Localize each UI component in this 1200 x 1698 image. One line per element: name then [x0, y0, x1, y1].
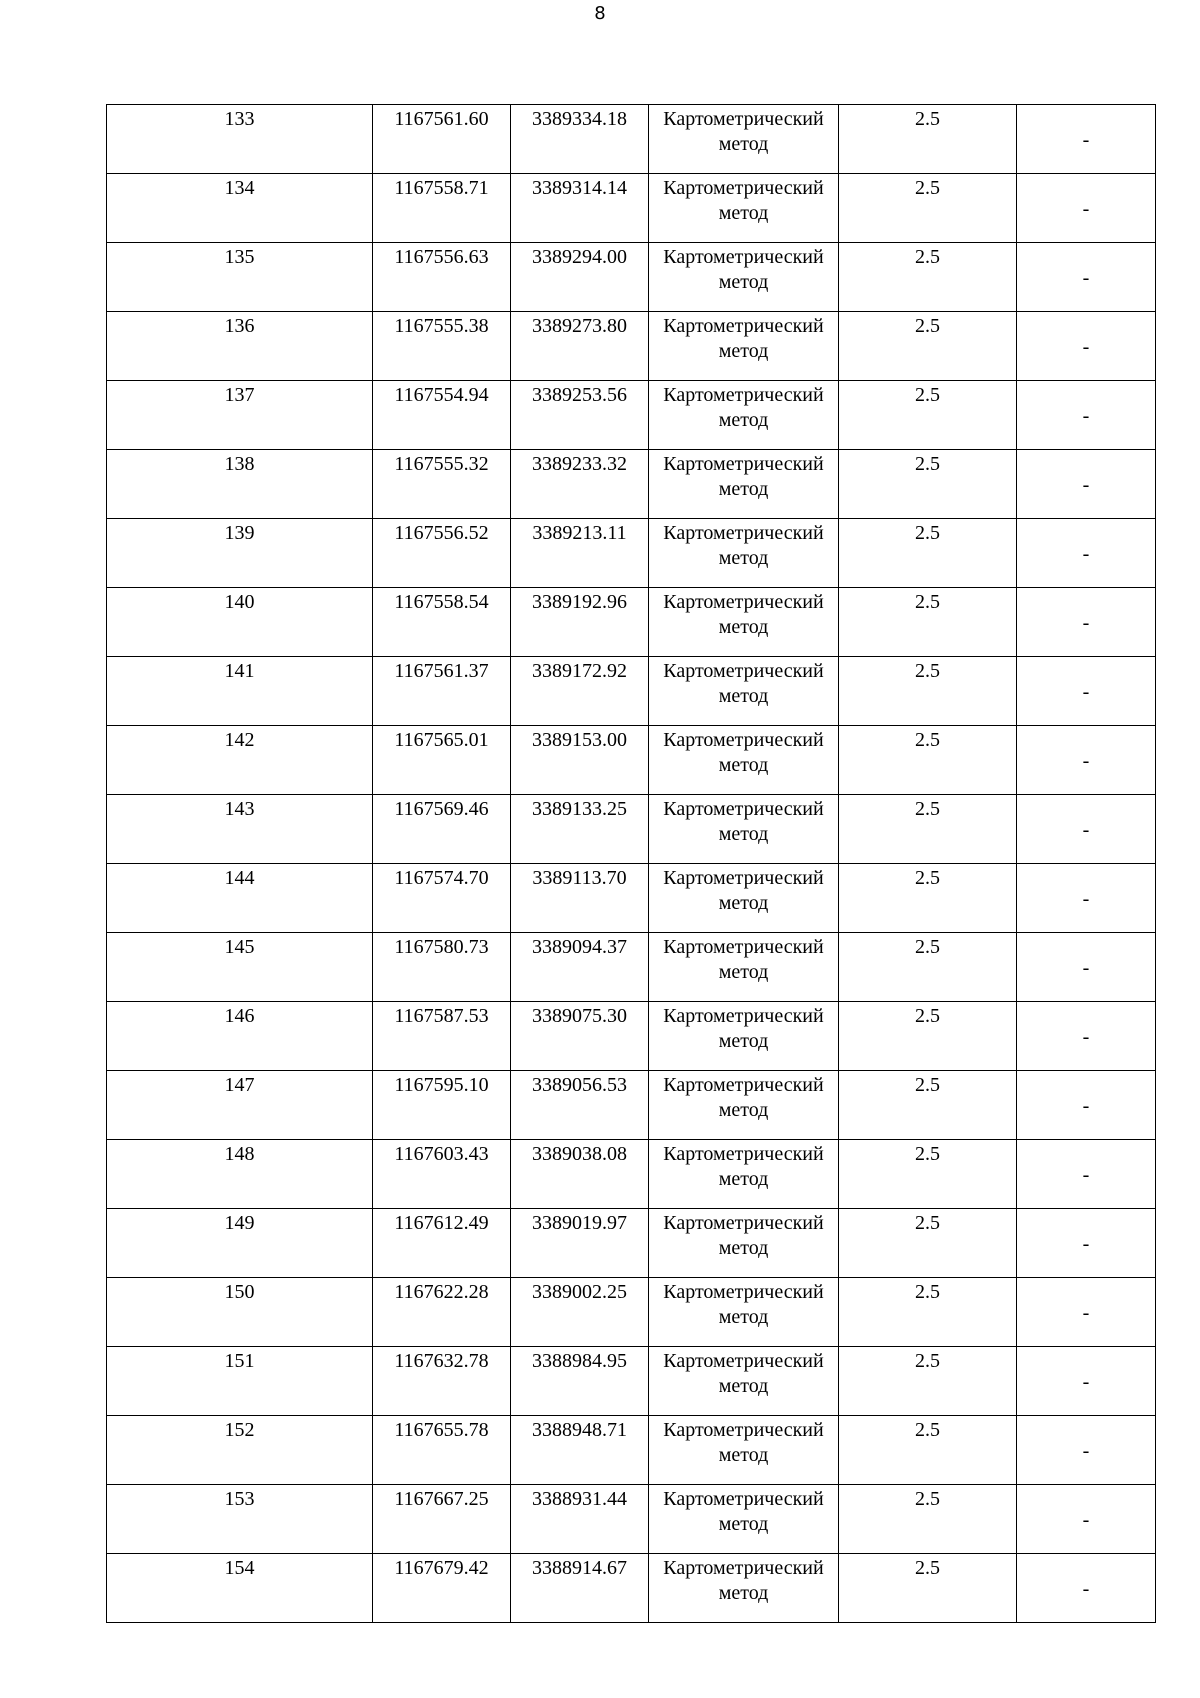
- note-cell: [1017, 1554, 1156, 1623]
- x-coordinate-cell-text: 1167603.43: [394, 1143, 489, 1165]
- method-cell: [649, 588, 839, 657]
- table-row: [107, 864, 1156, 933]
- y-coordinate-cell: [511, 1002, 649, 1071]
- point-number-cell: [107, 174, 373, 243]
- point-number-cell-text: 154: [224, 1557, 255, 1579]
- point-number-cell-text: 147: [224, 1074, 255, 1096]
- method-cell: [649, 243, 839, 312]
- x-coordinate-cell-text: 1167561.60: [394, 108, 489, 130]
- note-cell-text: -: [1082, 542, 1090, 565]
- note-cell: [1017, 1140, 1156, 1209]
- point-number-cell-text: 142: [224, 729, 255, 751]
- note-cell: [1017, 381, 1156, 450]
- method-cell-text: Картометрический метод: [663, 177, 824, 224]
- point-number-cell: [107, 450, 373, 519]
- coordinates-table: [106, 104, 1156, 1623]
- method-cell-text: Картометрический метод: [663, 1488, 824, 1535]
- y-coordinate-cell-text: 3389213.11: [532, 522, 627, 544]
- accuracy-cell-text: 2.5: [915, 522, 940, 544]
- x-coordinate-cell: [373, 795, 511, 864]
- y-coordinate-cell: [511, 657, 649, 726]
- y-coordinate-cell-text: 3389038.08: [532, 1143, 627, 1165]
- y-coordinate-cell: [511, 1416, 649, 1485]
- note-cell: [1017, 174, 1156, 243]
- x-coordinate-cell-text: 1167565.01: [394, 729, 489, 751]
- y-coordinate-cell-text: 3389233.32: [532, 453, 627, 475]
- accuracy-cell: [839, 726, 1017, 795]
- point-number-cell-text: 152: [224, 1419, 255, 1441]
- method-cell-text: Картометрический метод: [663, 315, 824, 362]
- point-number-cell-text: 133: [224, 108, 255, 130]
- x-coordinate-cell: [373, 933, 511, 1002]
- accuracy-cell: [839, 1278, 1017, 1347]
- accuracy-cell: [839, 174, 1017, 243]
- note-cell-text: -: [1082, 887, 1090, 910]
- table-row: [107, 1416, 1156, 1485]
- note-cell-text: -: [1082, 266, 1090, 289]
- method-cell: [649, 450, 839, 519]
- method-cell-text: Картометрический метод: [663, 453, 824, 500]
- y-coordinate-cell: [511, 381, 649, 450]
- table-row: [107, 519, 1156, 588]
- note-cell-text: -: [1082, 1370, 1090, 1393]
- point-number-cell: [107, 1071, 373, 1140]
- x-coordinate-cell-text: 1167558.71: [394, 177, 489, 199]
- accuracy-cell: [839, 1485, 1017, 1554]
- point-number-cell: [107, 1347, 373, 1416]
- note-cell-text: -: [1082, 818, 1090, 841]
- y-coordinate-cell-text: 3389253.56: [532, 384, 627, 406]
- note-cell-text: -: [1082, 1577, 1090, 1600]
- y-coordinate-cell-text: 3388948.71: [532, 1419, 627, 1441]
- y-coordinate-cell: [511, 105, 649, 174]
- x-coordinate-cell: [373, 1347, 511, 1416]
- y-coordinate-cell-text: 3389019.97: [532, 1212, 627, 1234]
- method-cell-text: Картометрический метод: [663, 1281, 824, 1328]
- x-coordinate-cell-text: 1167569.46: [394, 798, 489, 820]
- note-cell: [1017, 933, 1156, 1002]
- y-coordinate-cell: [511, 933, 649, 1002]
- y-coordinate-cell-text: 3389133.25: [532, 798, 627, 820]
- note-cell-text: -: [1082, 1163, 1090, 1186]
- point-number-cell-text: 148: [224, 1143, 255, 1165]
- accuracy-cell: [839, 1209, 1017, 1278]
- table-row: [107, 1347, 1156, 1416]
- point-number-cell: [107, 381, 373, 450]
- method-cell: [649, 1485, 839, 1554]
- y-coordinate-cell: [511, 1209, 649, 1278]
- accuracy-cell-text: 2.5: [915, 867, 940, 889]
- x-coordinate-cell-text: 1167556.52: [394, 522, 489, 544]
- accuracy-cell: [839, 1140, 1017, 1209]
- y-coordinate-cell-text: 3389192.96: [532, 591, 627, 613]
- accuracy-cell: [839, 795, 1017, 864]
- x-coordinate-cell-text: 1167612.49: [394, 1212, 489, 1234]
- x-coordinate-cell-text: 1167554.94: [394, 384, 489, 406]
- accuracy-cell: [839, 657, 1017, 726]
- accuracy-cell: [839, 105, 1017, 174]
- accuracy-cell: [839, 933, 1017, 1002]
- method-cell: [649, 657, 839, 726]
- accuracy-cell-text: 2.5: [915, 660, 940, 682]
- x-coordinate-cell: [373, 1485, 511, 1554]
- note-cell: [1017, 657, 1156, 726]
- x-coordinate-cell: [373, 726, 511, 795]
- x-coordinate-cell-text: 1167555.32: [394, 453, 489, 475]
- point-number-cell: [107, 726, 373, 795]
- note-cell: [1017, 1347, 1156, 1416]
- x-coordinate-cell: [373, 381, 511, 450]
- note-cell: [1017, 795, 1156, 864]
- accuracy-cell-text: 2.5: [915, 108, 940, 130]
- table-row: [107, 1485, 1156, 1554]
- x-coordinate-cell-text: 1167622.28: [394, 1281, 489, 1303]
- point-number-cell-text: 150: [224, 1281, 255, 1303]
- accuracy-cell-text: 2.5: [915, 1488, 940, 1510]
- point-number-cell: [107, 588, 373, 657]
- accuracy-cell: [839, 1002, 1017, 1071]
- point-number-cell-text: 135: [224, 246, 255, 268]
- x-coordinate-cell: [373, 519, 511, 588]
- note-cell: [1017, 243, 1156, 312]
- y-coordinate-cell-text: 3388914.67: [532, 1557, 627, 1579]
- note-cell: [1017, 312, 1156, 381]
- y-coordinate-cell-text: 3389314.14: [532, 177, 627, 199]
- note-cell: [1017, 105, 1156, 174]
- accuracy-cell-text: 2.5: [915, 1005, 940, 1027]
- accuracy-cell: [839, 1554, 1017, 1623]
- accuracy-cell-text: 2.5: [915, 1212, 940, 1234]
- method-cell-text: Картометрический метод: [663, 246, 824, 293]
- method-cell-text: Картометрический метод: [663, 936, 824, 983]
- accuracy-cell: [839, 243, 1017, 312]
- accuracy-cell: [839, 381, 1017, 450]
- table-row: [107, 243, 1156, 312]
- x-coordinate-cell: [373, 243, 511, 312]
- point-number-cell: [107, 1278, 373, 1347]
- y-coordinate-cell-text: 3389153.00: [532, 729, 627, 751]
- note-cell: [1017, 1071, 1156, 1140]
- point-number-cell: [107, 312, 373, 381]
- note-cell-text: -: [1082, 680, 1090, 703]
- accuracy-cell-text: 2.5: [915, 315, 940, 337]
- note-cell-text: -: [1082, 128, 1090, 151]
- y-coordinate-cell-text: 3388931.44: [532, 1488, 627, 1510]
- method-cell: [649, 105, 839, 174]
- point-number-cell-text: 149: [224, 1212, 255, 1234]
- point-number-cell: [107, 864, 373, 933]
- coordinates-table-body: [107, 105, 1156, 1623]
- x-coordinate-cell-text: 1167561.37: [394, 660, 489, 682]
- y-coordinate-cell: [511, 312, 649, 381]
- method-cell-text: Картометрический метод: [663, 1557, 824, 1604]
- accuracy-cell: [839, 1416, 1017, 1485]
- table-row: [107, 1278, 1156, 1347]
- y-coordinate-cell: [511, 1278, 649, 1347]
- x-coordinate-cell: [373, 105, 511, 174]
- note-cell: [1017, 588, 1156, 657]
- accuracy-cell-text: 2.5: [915, 729, 940, 751]
- x-coordinate-cell: [373, 657, 511, 726]
- note-cell-text: -: [1082, 1025, 1090, 1048]
- point-number-cell-text: 146: [224, 1005, 255, 1027]
- point-number-cell-text: 151: [224, 1350, 255, 1372]
- method-cell-text: Картометрический метод: [663, 1143, 824, 1190]
- note-cell: [1017, 1002, 1156, 1071]
- accuracy-cell-text: 2.5: [915, 1557, 940, 1579]
- y-coordinate-cell-text: 3389334.18: [532, 108, 627, 130]
- table-row: [107, 726, 1156, 795]
- note-cell-text: -: [1082, 749, 1090, 772]
- point-number-cell: [107, 1209, 373, 1278]
- accuracy-cell-text: 2.5: [915, 798, 940, 820]
- note-cell: [1017, 1416, 1156, 1485]
- y-coordinate-cell-text: 3389002.25: [532, 1281, 627, 1303]
- y-coordinate-cell-text: 3389056.53: [532, 1074, 627, 1096]
- y-coordinate-cell: [511, 1140, 649, 1209]
- method-cell-text: Картометрический метод: [663, 660, 824, 707]
- method-cell-text: Картометрический метод: [663, 729, 824, 776]
- point-number-cell-text: 145: [224, 936, 255, 958]
- note-cell-text: -: [1082, 473, 1090, 496]
- x-coordinate-cell: [373, 174, 511, 243]
- x-coordinate-cell: [373, 450, 511, 519]
- method-cell: [649, 1347, 839, 1416]
- y-coordinate-cell-text: 3389294.00: [532, 246, 627, 268]
- table-row: [107, 1071, 1156, 1140]
- table-row: [107, 795, 1156, 864]
- x-coordinate-cell: [373, 312, 511, 381]
- y-coordinate-cell: [511, 174, 649, 243]
- note-cell: [1017, 1278, 1156, 1347]
- y-coordinate-cell: [511, 588, 649, 657]
- note-cell-text: -: [1082, 611, 1090, 634]
- method-cell: [649, 933, 839, 1002]
- accuracy-cell: [839, 588, 1017, 657]
- point-number-cell-text: 139: [224, 522, 255, 544]
- note-cell-text: -: [1082, 197, 1090, 220]
- y-coordinate-cell-text: 3389172.92: [532, 660, 627, 682]
- x-coordinate-cell: [373, 1071, 511, 1140]
- point-number-cell: [107, 657, 373, 726]
- note-cell: [1017, 726, 1156, 795]
- point-number-cell-text: 141: [224, 660, 255, 682]
- x-coordinate-cell: [373, 1278, 511, 1347]
- point-number-cell-text: 134: [224, 177, 255, 199]
- table-row: [107, 1554, 1156, 1623]
- x-coordinate-cell: [373, 864, 511, 933]
- x-coordinate-cell-text: 1167595.10: [394, 1074, 489, 1096]
- point-number-cell: [107, 933, 373, 1002]
- point-number-cell-text: 140: [224, 591, 255, 613]
- point-number-cell: [107, 1485, 373, 1554]
- method-cell-text: Картометрический метод: [663, 108, 824, 155]
- accuracy-cell: [839, 1347, 1017, 1416]
- y-coordinate-cell-text: 3389094.37: [532, 936, 627, 958]
- y-coordinate-cell: [511, 864, 649, 933]
- point-number-cell-text: 138: [224, 453, 255, 475]
- method-cell-text: Картометрический метод: [663, 1074, 824, 1121]
- method-cell: [649, 381, 839, 450]
- note-cell: [1017, 864, 1156, 933]
- x-coordinate-cell-text: 1167679.42: [394, 1557, 489, 1579]
- method-cell: [649, 1002, 839, 1071]
- method-cell: [649, 1278, 839, 1347]
- table-row: [107, 933, 1156, 1002]
- table-row: [107, 1002, 1156, 1071]
- x-coordinate-cell-text: 1167558.54: [394, 591, 489, 613]
- accuracy-cell: [839, 312, 1017, 381]
- x-coordinate-cell: [373, 1209, 511, 1278]
- note-cell: [1017, 1485, 1156, 1554]
- table-row: [107, 312, 1156, 381]
- table-row: [107, 450, 1156, 519]
- note-cell-text: -: [1082, 404, 1090, 427]
- x-coordinate-cell-text: 1167655.78: [394, 1419, 489, 1441]
- x-coordinate-cell-text: 1167632.78: [394, 1350, 489, 1372]
- accuracy-cell-text: 2.5: [915, 1074, 940, 1096]
- method-cell: [649, 1071, 839, 1140]
- accuracy-cell-text: 2.5: [915, 936, 940, 958]
- x-coordinate-cell: [373, 1002, 511, 1071]
- point-number-cell: [107, 243, 373, 312]
- method-cell: [649, 795, 839, 864]
- method-cell: [649, 726, 839, 795]
- x-coordinate-cell: [373, 1140, 511, 1209]
- point-number-cell: [107, 1416, 373, 1485]
- x-coordinate-cell-text: 1167574.70: [394, 867, 489, 889]
- table-row: [107, 105, 1156, 174]
- note-cell-text: -: [1082, 956, 1090, 979]
- x-coordinate-cell-text: 1167580.73: [394, 936, 489, 958]
- x-coordinate-cell-text: 1167587.53: [394, 1005, 489, 1027]
- method-cell-text: Картометрический метод: [663, 798, 824, 845]
- accuracy-cell: [839, 1071, 1017, 1140]
- accuracy-cell-text: 2.5: [915, 384, 940, 406]
- method-cell-text: Картометрический метод: [663, 867, 824, 914]
- point-number-cell-text: 143: [224, 798, 255, 820]
- table-row: [107, 174, 1156, 243]
- method-cell: [649, 864, 839, 933]
- method-cell: [649, 1416, 839, 1485]
- y-coordinate-cell: [511, 243, 649, 312]
- y-coordinate-cell: [511, 1347, 649, 1416]
- accuracy-cell-text: 2.5: [915, 1281, 940, 1303]
- accuracy-cell-text: 2.5: [915, 177, 940, 199]
- table-row: [107, 381, 1156, 450]
- page-number: 8: [594, 3, 606, 24]
- point-number-cell: [107, 1002, 373, 1071]
- table-row: [107, 588, 1156, 657]
- y-coordinate-cell: [511, 519, 649, 588]
- y-coordinate-cell: [511, 1554, 649, 1623]
- y-coordinate-cell: [511, 1485, 649, 1554]
- note-cell-text: -: [1082, 1094, 1090, 1117]
- note-cell: [1017, 450, 1156, 519]
- table-row: [107, 1209, 1156, 1278]
- y-coordinate-cell-text: 3389075.30: [532, 1005, 627, 1027]
- point-number-cell-text: 136: [224, 315, 255, 337]
- point-number-cell: [107, 795, 373, 864]
- method-cell-text: Картометрический метод: [663, 384, 824, 431]
- method-cell: [649, 1554, 839, 1623]
- method-cell: [649, 519, 839, 588]
- method-cell-text: Картометрический метод: [663, 1350, 824, 1397]
- x-coordinate-cell-text: 1167667.25: [394, 1488, 489, 1510]
- point-number-cell-text: 153: [224, 1488, 255, 1510]
- accuracy-cell-text: 2.5: [915, 1350, 940, 1372]
- accuracy-cell-text: 2.5: [915, 591, 940, 613]
- y-coordinate-cell: [511, 795, 649, 864]
- y-coordinate-cell-text: 3388984.95: [532, 1350, 627, 1372]
- accuracy-cell: [839, 519, 1017, 588]
- x-coordinate-cell: [373, 588, 511, 657]
- y-coordinate-cell: [511, 726, 649, 795]
- y-coordinate-cell-text: 3389273.80: [532, 315, 627, 337]
- note-cell-text: -: [1082, 1232, 1090, 1255]
- x-coordinate-cell-text: 1167556.63: [394, 246, 489, 268]
- point-number-cell-text: 144: [224, 867, 255, 889]
- accuracy-cell: [839, 864, 1017, 933]
- y-coordinate-cell: [511, 1071, 649, 1140]
- x-coordinate-cell: [373, 1416, 511, 1485]
- note-cell-text: -: [1082, 335, 1090, 358]
- method-cell: [649, 1209, 839, 1278]
- note-cell-text: -: [1082, 1508, 1090, 1531]
- note-cell: [1017, 519, 1156, 588]
- y-coordinate-cell: [511, 450, 649, 519]
- method-cell-text: Картометрический метод: [663, 591, 824, 638]
- x-coordinate-cell-text: 1167555.38: [394, 315, 489, 337]
- point-number-cell: [107, 1140, 373, 1209]
- accuracy-cell-text: 2.5: [915, 453, 940, 475]
- point-number-cell: [107, 1554, 373, 1623]
- method-cell-text: Картометрический метод: [663, 1212, 824, 1259]
- point-number-cell-text: 137: [224, 384, 255, 406]
- method-cell-text: Картометрический метод: [663, 522, 824, 569]
- method-cell: [649, 312, 839, 381]
- note-cell-text: -: [1082, 1301, 1090, 1324]
- point-number-cell: [107, 105, 373, 174]
- method-cell: [649, 174, 839, 243]
- accuracy-cell-text: 2.5: [915, 1143, 940, 1165]
- note-cell: [1017, 1209, 1156, 1278]
- y-coordinate-cell-text: 3389113.70: [532, 867, 627, 889]
- point-number-cell: [107, 519, 373, 588]
- table-row: [107, 1140, 1156, 1209]
- method-cell: [649, 1140, 839, 1209]
- accuracy-cell-text: 2.5: [915, 246, 940, 268]
- table-row: [107, 657, 1156, 726]
- method-cell-text: Картометрический метод: [663, 1005, 824, 1052]
- x-coordinate-cell: [373, 1554, 511, 1623]
- accuracy-cell-text: 2.5: [915, 1419, 940, 1441]
- accuracy-cell: [839, 450, 1017, 519]
- note-cell-text: -: [1082, 1439, 1090, 1462]
- method-cell-text: Картометрический метод: [663, 1419, 824, 1466]
